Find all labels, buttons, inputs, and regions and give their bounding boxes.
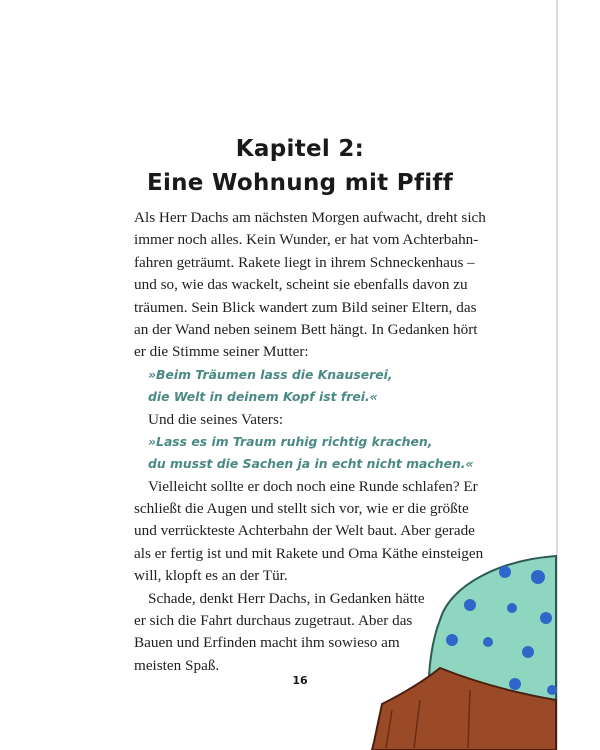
text-line: immer noch alles. Kein Wunder, er hat vom Achterbahn- bbox=[134, 231, 479, 249]
text-line: und verrückteste Achterbahn der Welt baut. Aber gerade bbox=[134, 522, 475, 540]
text-line: an der Wand neben seinem Bett hängt. In Gedanken hört bbox=[134, 320, 478, 338]
chapter-number: Kapitel 2: bbox=[235, 136, 365, 162]
text-line: und so, wie das wackelt, scheint sie ebenfalls davon zu bbox=[134, 276, 468, 294]
verse-line: die Welt in deinem Kopf ist frei.« bbox=[148, 389, 378, 405]
text-line: Vielleicht sollte er doch noch eine Runde schlafen? Er bbox=[148, 477, 478, 495]
page-number: 16 bbox=[292, 674, 308, 687]
text-line: er sich die Fahrt durchaus zugetraut. Aber das bbox=[134, 612, 413, 630]
text-line: er die Stimme seiner Mutter: bbox=[134, 343, 309, 361]
text-line: schließt die Augen und stellt sich vor, wie er die größte bbox=[134, 500, 469, 518]
verse-line: du musst die Sachen ja in echt nicht machen.« bbox=[148, 456, 474, 472]
chapter-name: Eine Wohnung mit Pfiff bbox=[146, 170, 454, 196]
text-line: träumen. Sein Blick wandert zum Bild seiner Eltern, das bbox=[134, 298, 477, 316]
text-line: meisten Spaß. bbox=[134, 656, 220, 674]
text-line: Bauen und Erfinden macht ihm sowieso am bbox=[134, 634, 400, 652]
verse-line: »Lass es im Traum ruhig richtig krachen, bbox=[148, 433, 433, 449]
text-line: fahren geträumt. Rakete liegt in ihrem Schneckenhaus – bbox=[134, 253, 475, 271]
text-line: Als Herr Dachs am nächsten Morgen aufwacht, dreht sich bbox=[134, 209, 486, 226]
text-line: Schade, denkt Herr Dachs, in Gedanken hätte bbox=[148, 589, 425, 607]
text-line: will, klopft es an der Tür. bbox=[134, 567, 288, 585]
verse-line: »Beim Träumen lass die Knauserei, bbox=[148, 366, 393, 382]
text-line: Und die seines Vaters: bbox=[148, 410, 284, 428]
text-line: als er fertig ist und mit Rakete und Oma Käthe einsteigen bbox=[134, 544, 484, 562]
